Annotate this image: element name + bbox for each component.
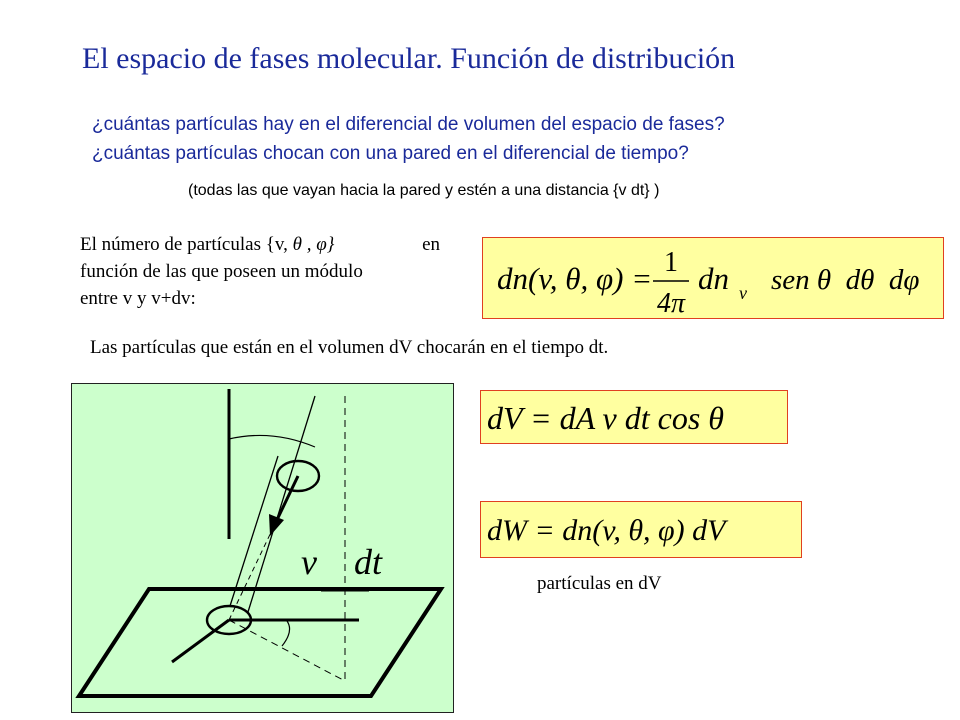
distribution-equation: [483, 238, 943, 318]
question-particles-in-volume: ¿cuántas partículas hay en el diferencial de volumen del espacio de fases?: [92, 114, 725, 135]
distribution-equation-denominator: 4π: [656, 288, 686, 318]
phi-angle-arc: [282, 621, 290, 646]
wall-plane: [79, 589, 441, 696]
volume-equation: [481, 391, 787, 443]
paragraph-line-2-text: función de las que poseen un módulo: [80, 261, 363, 282]
collision-cylinder-figure: [71, 383, 454, 713]
cylinder-diagram: [72, 384, 453, 712]
paragraph-line-3: [80, 285, 440, 312]
paragraph-line-1-symbols: θ , φ}: [292, 234, 335, 255]
distribution-equation-box: [482, 237, 944, 319]
collisions-equation: [481, 502, 801, 557]
collisions-equation-text: dW = dn(v, θ, φ) dV: [487, 514, 726, 547]
question-particles-hitting-wall: ¿cuántas partículas chocan con una pared en el diferencial de tiempo?: [92, 143, 689, 164]
particle-count-paragraph: [80, 231, 440, 312]
volume-equation-text: dV = dA v dt cos θ: [487, 400, 724, 436]
particles-caption: partículas en dV: [537, 573, 662, 594]
third-axis: [172, 620, 229, 662]
velocity-dt-label: v⃗ dt: [301, 542, 382, 582]
distance-note: (todas las que vayan hacia la pared y estén a una distancia {v dt} ): [188, 182, 660, 199]
volume-equation-box: [480, 390, 788, 444]
distribution-equation-numerator: 1: [664, 247, 678, 278]
distribution-equation-rhs: sen θ dθ dφ: [771, 264, 920, 296]
slide-title: El espacio de fases molecular. Función de distribución: [82, 42, 736, 75]
velocity-arrow-head: [269, 514, 284, 536]
collision-sentence: Las partículas que están en el volumen dV chocarán en el tiempo dt.: [90, 337, 609, 358]
collisions-equation-box: [480, 501, 802, 558]
distribution-equation-dn: dn: [698, 261, 729, 296]
paragraph-line-1-text: El número de partículas {v,: [80, 234, 288, 255]
distribution-equation-subscript: v: [739, 283, 747, 303]
paragraph-line-2: [80, 258, 440, 285]
paragraph-line-1: [80, 231, 440, 258]
distribution-equation-lhs: dn(v, θ, φ) =: [497, 261, 653, 296]
paragraph-line-3-text: entre v y v+dv:: [80, 288, 196, 309]
paragraph-line-1-end: en: [422, 234, 440, 255]
